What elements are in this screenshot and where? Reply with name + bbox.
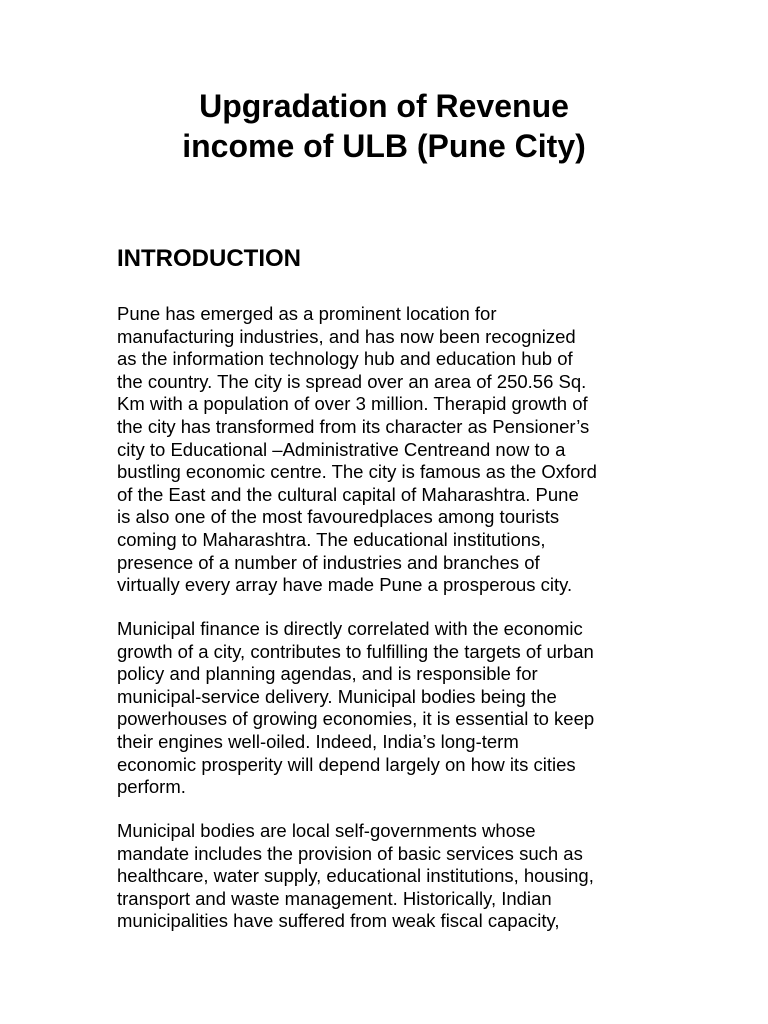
text-line: powerhouses of growing economies, it is essential to keep	[117, 708, 595, 730]
text-line: perform.	[117, 776, 186, 798]
text-line: Municipal bodies are local self-governments whose	[117, 820, 536, 841]
text-line: municipalities have suffered from weak fiscal capacity,	[117, 910, 560, 932]
text-line: coming to Maharashtra. The educational institutions,	[117, 528, 546, 550]
section-heading-introduction: INTRODUCTION	[117, 245, 301, 272]
document-title	[0, 86, 768, 166]
text-line: the city has transformed from its character as Pensioner’s	[117, 415, 590, 437]
text-line: economic prosperity will depend largely on how its cities	[117, 753, 576, 775]
title-line: Upgradation of Revenue	[199, 88, 569, 124]
text-line: Km with a population of over 3 million. Therapid growth of	[117, 393, 588, 415]
text-line: municipal-service delivery. Municipal bodies being the	[117, 685, 557, 707]
text-line: of the East and the cultural capital of Maharashtra. Pune	[117, 483, 579, 505]
paragraph-2	[117, 618, 697, 799]
paragraph-1	[117, 303, 697, 597]
text-line: Pune has emerged as a prominent location for	[117, 303, 497, 324]
text-line: growth of a city, contributes to fulfilling the targets of urban	[117, 640, 594, 662]
title-line: income of ULB (Pune City)	[182, 128, 586, 164]
text-line: presence of a number of industries and branches of	[117, 551, 540, 573]
text-line: is also one of the most favouredplaces among tourists	[117, 506, 560, 528]
text-line: healthcare, water supply, educational institutions, housing,	[117, 865, 594, 887]
paragraph-3	[117, 820, 697, 933]
text-line: manufacturing industries, and has now been recognized	[117, 325, 576, 347]
text-line: policy and planning agendas, and is responsible for	[117, 663, 538, 685]
text-line: the country. The city is spread over an area of 250.56 Sq.	[117, 370, 587, 392]
text-line: virtually every array have made Pune a prosperous city.	[117, 574, 573, 596]
text-line: as the information technology hub and education hub of	[117, 348, 573, 370]
text-line: their engines well-oiled. Indeed, India’s long-term	[117, 730, 519, 752]
text-line: mandate includes the provision of basic services such as	[117, 842, 583, 864]
text-line: transport and waste management. Historically, Indian	[117, 887, 552, 909]
text-line: city to Educational –Administrative Centreand now to a	[117, 438, 566, 460]
text-line: bustling economic centre. The city is famous as the Oxford	[117, 461, 597, 483]
text-line: Municipal finance is directly correlated with the economic	[117, 618, 583, 639]
